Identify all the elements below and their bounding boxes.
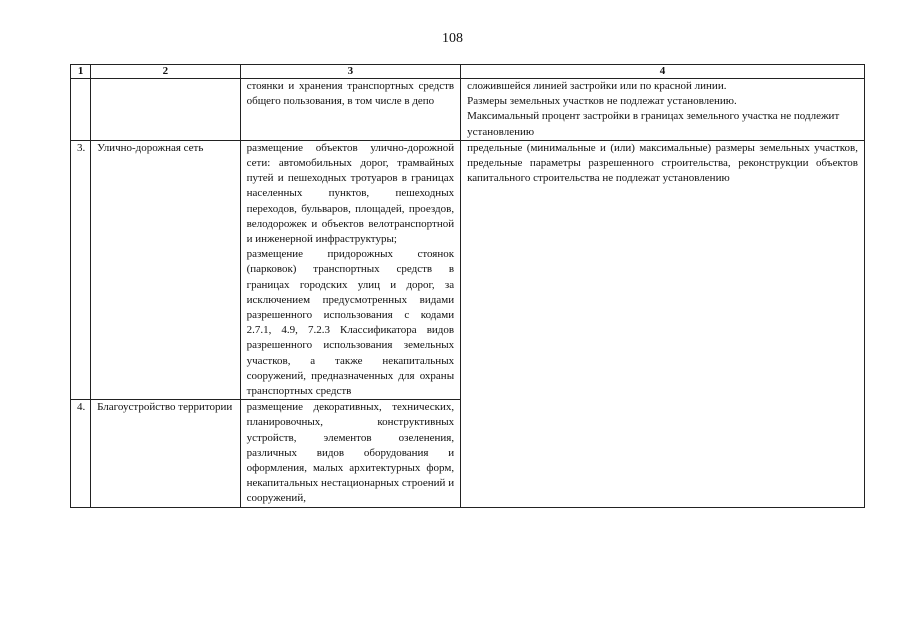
row-use-cell [240,140,460,399]
use-paragraph: размещение декоративных, технических, планировочных, конструктивных устройств, элементов озеленения, различных видов оборудования и оформления, малых архитектурных форм, некапитальных нестационарных строений и сооружений, [246,401,455,505]
use-paragraph: стоянки и хранения транспортных средств общего пользования, в том числе в депо [246,80,455,108]
regulations-table [70,64,865,508]
column-header-4: 4 [461,65,865,79]
use-paragraph: размещение объектов улично-дорожной сети: автомобильных дорог, трамвайных путей и пешеходных тротуаров в границах населенных пунктов, пешеходных переходов, бульваров, площадей, проездов, велодорожек и объектов велотранспортной и инженерной инфраструктуры; [246,141,455,246]
table-row [71,79,865,141]
row-number-cell [71,79,91,141]
table-header-row [71,65,865,79]
row-name-cell: Улично-дорожная сеть [91,140,240,399]
params-paragraph: Максимальный процент застройки в границах земельного участка не подлежит установлению [467,110,840,138]
row-number-cell: 3. [71,140,91,399]
row-params-cell [461,79,865,141]
row-name-cell: Благоустройство территории [91,400,240,507]
column-header-2: 2 [91,65,240,79]
column-header-3: 3 [240,65,460,79]
row-number-cell: 4. [71,400,91,507]
row-params-cell [461,140,865,507]
table-row [71,140,865,399]
use-paragraph: размещение придорожных стоянок (парковок) транспортных средств в границах городских улиц и дорог, за исключением предусмотренных видами разрешенного использования с кодами 2.7.1, 4.9, 7.2.3 Классификатора видов разрешенного использования земельных участков, а также некапитальных сооружений, предназначенных для охраны транспортных средств [246,248,455,398]
row-name-cell [91,79,240,141]
params-paragraph: Размеры земельных участков не подлежат установлению. [467,95,737,108]
params-paragraph: предельные (минимальные и (или) максимальные) размеры земельных участков, предельные параметры разрешенного строительства, реконструкции объектов капитального строительства не подлежат установлению [467,141,858,185]
row-use-cell [240,79,460,141]
params-paragraph: сложившейся линией застройки или по красной линии. [467,80,727,92]
row-use-cell [240,400,460,507]
page-number: 108 [442,31,463,46]
column-header-1: 1 [71,65,91,79]
